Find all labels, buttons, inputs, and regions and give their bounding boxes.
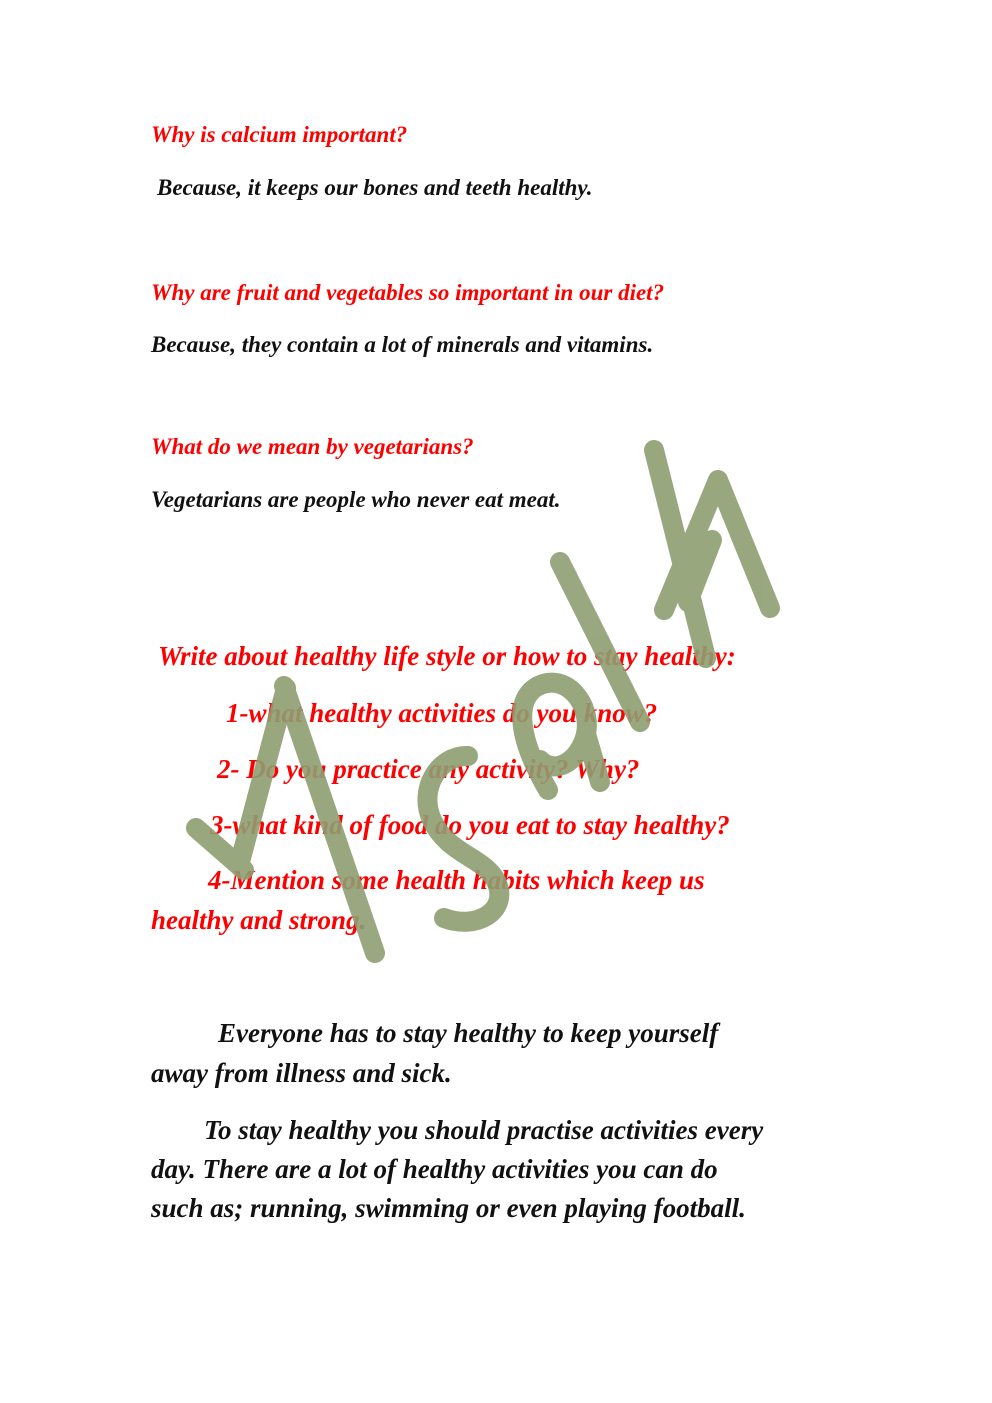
question-3: What do we mean by vegetarians? (151, 434, 474, 459)
writing-prompt-4: 4-Mention some health habits which keep us (208, 865, 705, 895)
question-2: Why are fruit and vegetables so important in our diet? (151, 280, 665, 305)
essay-line-3: To stay healthy you should practise activities every (204, 1115, 764, 1145)
writing-prompt-3: 3-what kind of food do you eat to stay healthy? (210, 810, 730, 840)
essay-line-1: Everyone has to stay healthy to keep yourself (218, 1018, 719, 1048)
essay-line-5: such as; running, swimming or even playing football. (151, 1193, 746, 1223)
writing-prompt-4-continued: healthy and strong. (151, 905, 367, 935)
writing-prompt-1: 1-what healthy activities do you know? (226, 698, 658, 728)
answer-3: Vegetarians are people who never eat meat. (151, 487, 561, 512)
question-1: Why is calcium important? (151, 122, 408, 147)
answer-2: Because, they contain a lot of minerals and vitamins. (151, 332, 654, 357)
answer-1: Because, it keeps our bones and teeth healthy. (157, 175, 593, 200)
writing-task-heading: Write about healthy life style or how to stay healthy: (158, 641, 736, 671)
essay-line-4: day. There are a lot of healthy activities you can do (151, 1154, 718, 1184)
essay-line-2: away from illness and sick. (151, 1058, 452, 1088)
writing-prompt-2: 2- Do you practice any activity? Why? (217, 754, 640, 784)
